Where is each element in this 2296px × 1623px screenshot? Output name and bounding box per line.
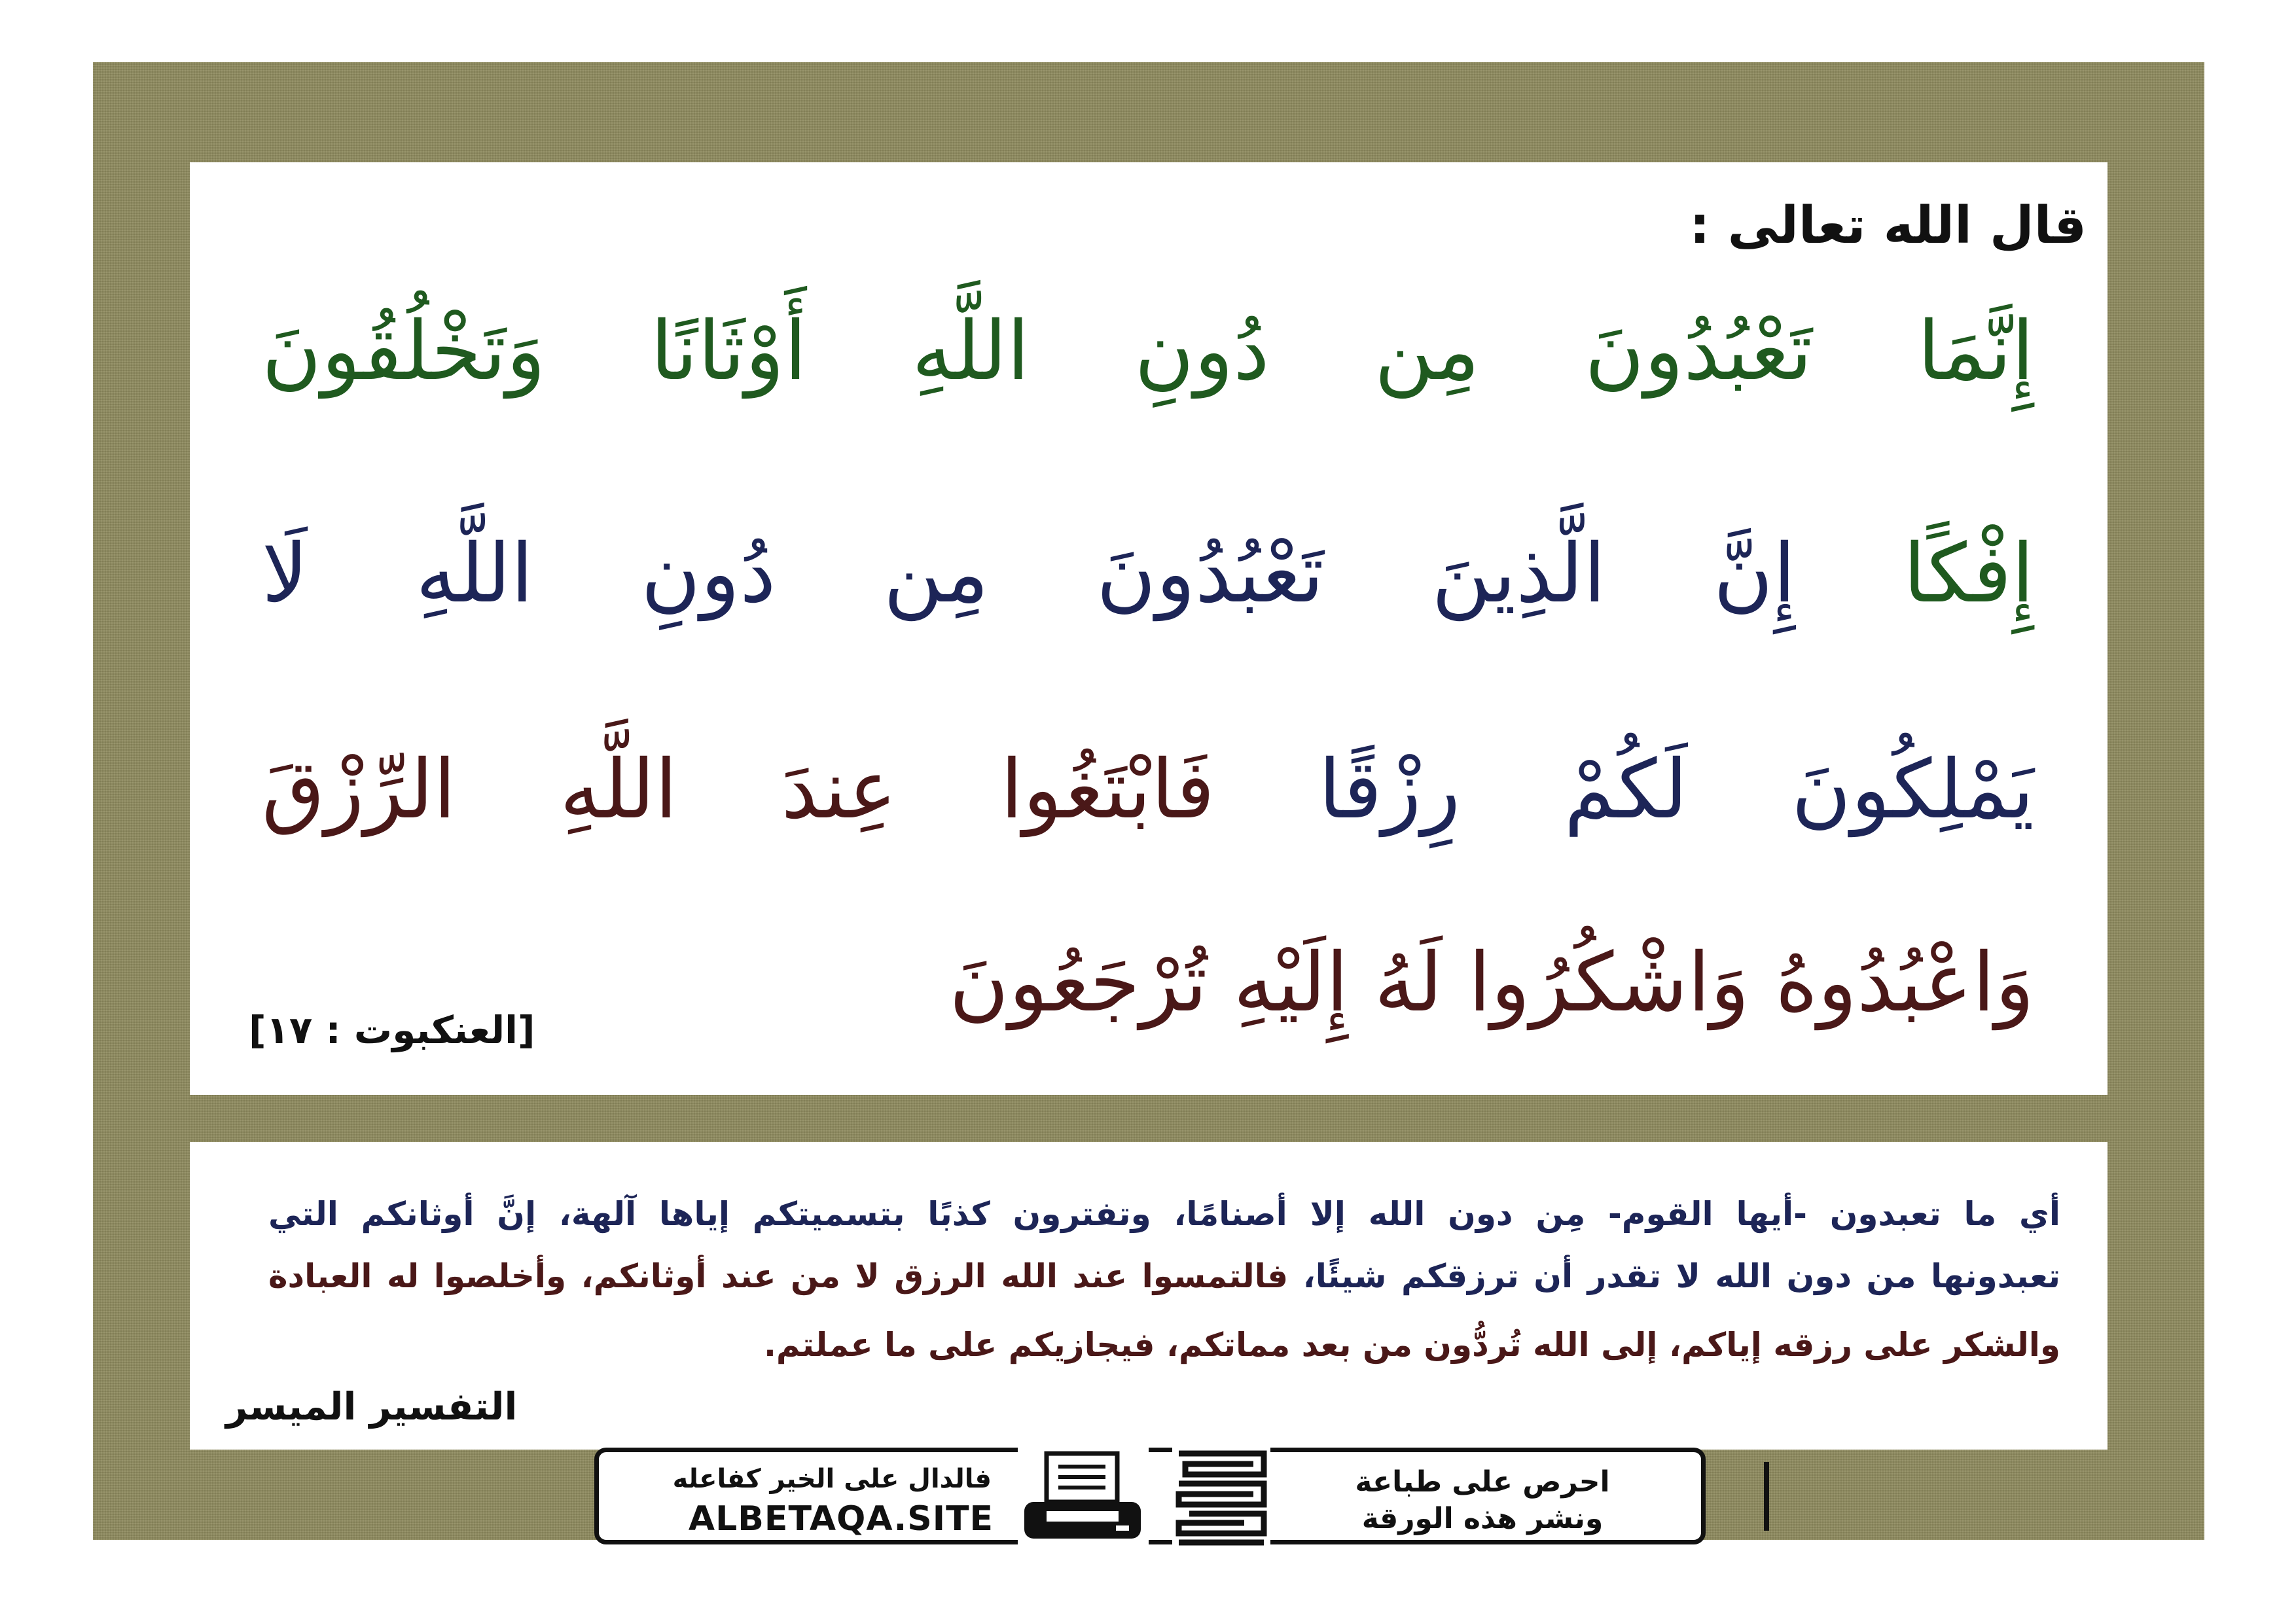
verse-line-1: إِنَّمَا تَعْبُدُونَ مِن دُونِ اللَّهِ أَوْثَانًا وَتَخْلُقُونَ	[262, 304, 2034, 399]
tafsir-source: التفسير الميسر	[226, 1384, 518, 1429]
verse-line-2-navy: إِنَّ الَّذِينَ تَعْبُدُونَ مِن دُونِ اللَّهِ لَا	[262, 527, 1796, 621]
tafsir-line-2	[268, 1257, 2060, 1295]
site-url[interactable]: ALBETAQA.SITE	[688, 1499, 994, 1539]
printer-icon	[1018, 1447, 1149, 1545]
verse-line-2	[262, 527, 2034, 621]
site-tagline: فالدال على الخير كفاعله	[672, 1464, 992, 1494]
verse-heading: قال الله تعالى :	[1689, 196, 2087, 255]
tafsir-line-1: أي ما تعبدون -أيها القوم- مِن دون الله إلا أصنامًا، وتفترون كذبًا بتسميتكم إياها آلهة، إنَّ أوثانكم التي	[268, 1195, 2060, 1233]
verse-line-3-maroon: فَابْتَغُوا عِندَ اللَّهِ الرِّزْقَ	[262, 743, 1215, 837]
verse-line-4: وَاعْبُدُوهُ وَاشْكُرُوا لَهُ إِلَيْهِ تُرْجَعُونَ	[949, 936, 2034, 1030]
footer-divider-right	[1764, 1462, 1769, 1531]
verse-line-2-green: إِفْكًا	[1903, 527, 2034, 621]
appeal-line-2: ونشر هذه الورقة	[1361, 1502, 1604, 1535]
verse-line-3	[262, 743, 2034, 837]
tafsir-line-2-navy: تعبدونها من دون الله لا تقدر أن ترزقكم شيئًا،	[1302, 1257, 2060, 1295]
tafsir-line-2-maroon: فالتمسوا عند الله الرزق لا من عند أوثانكم، وأخلصوا له العبادة	[268, 1257, 1289, 1295]
tafsir-line-3: والشكر على رزقه إياكم، إلى الله تُردُّون من بعد مماتكم، فيجازيكم على ما عملتم.	[763, 1326, 2060, 1364]
surah-reference: [العنكبوت : ١٧]	[249, 1008, 535, 1052]
verse-line-3-navy: يَمْلِكُونَ لَكُمْ رِزْقًا	[1318, 743, 2034, 837]
appeal-line-1: احرص على طباعة	[1355, 1465, 1610, 1499]
kufic-logo-icon	[1172, 1444, 1270, 1553]
footer-bar	[594, 1448, 1706, 1544]
